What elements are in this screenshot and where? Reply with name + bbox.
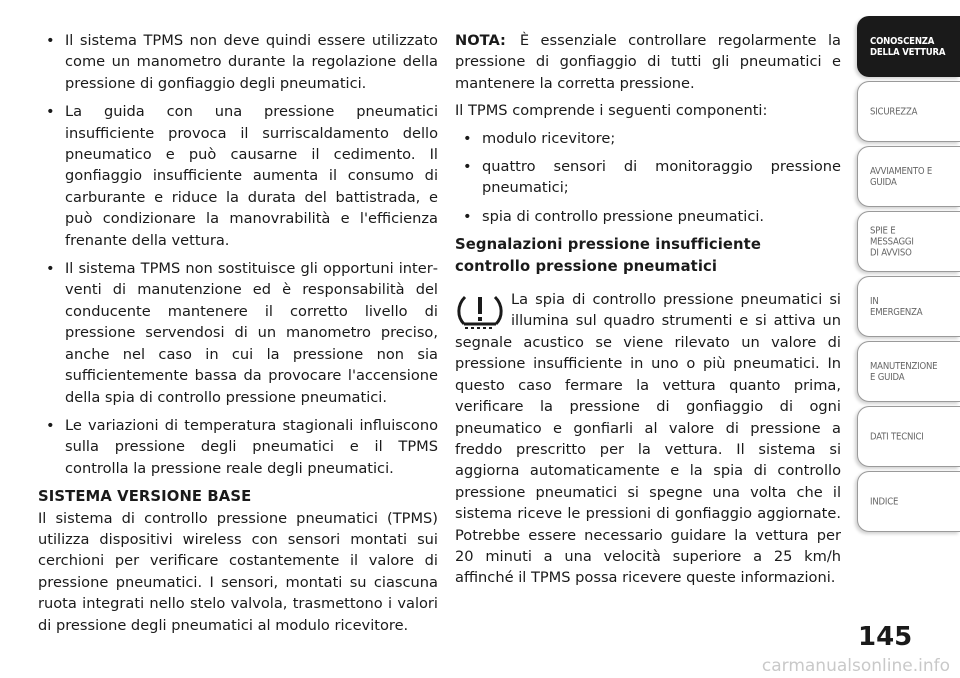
left-column	[38, 30, 438, 642]
list-item: • spia di controllo pressione pneumatici.	[463, 207, 765, 225]
tab-spie-e-messaggi[interactable]: SPIE E MESSAGGI DI AVVISO	[857, 211, 960, 272]
components-intro: Il TPMS comprende i seguenti componenti:	[455, 102, 768, 120]
list-item: • Le variazioni di temperatura stagionali influiscono sulla pressione degli pneumatici e il TPMS controlla la pressione reale degli pneumatici.	[46, 416, 438, 477]
tab-conoscenza-della-vettura[interactable]: CONOSCENZA DELLA VETTURA	[857, 16, 960, 77]
section-heading-warnings: Segnalazioni pressione insufficiente controllo pressione pneumatici	[455, 236, 761, 275]
right-column	[455, 30, 841, 589]
note-label: NOTA:	[455, 32, 506, 49]
warning-text: La spia di controllo pressione pneumatici si illumina sul quadro strumenti e si attiva un segnale acustico se viene rilevato un valore di pressione insufficiente in uno o più pneumatici. In questo caso fermare la vettura quanto prima, verificare la pressione di gonfiaggio di ogni pneumatico e gonfiarli al valore di pressione a freddo prescritto per la vettura. Il sistema si aggiorna automaticamente e la spia di controllo pressione pneumatici si spegne una volta che il sistema riceve le pressioni di gonfiaggio aggiornate. Potrebbe essere necessario guidare la vettura per 20 minuti a una velocità superiore a 25 km/h affinché il TPMS possa ricevere queste informazioni.	[455, 291, 841, 587]
note-text: È essenziale controllare regolarmente la pressione di gonfiaggio di tutti gli pneumatici e mantenere la corretta pressione.	[455, 32, 841, 92]
tpms-warning-icon	[455, 291, 505, 331]
tab-in-emergenza[interactable]: IN EMERGENZA	[857, 276, 960, 337]
list-item: • Il sistema TPMS non sostituisce gli opportuni interventi di manutenzione ed è responsabilità del conducente mantenere il corretto livello di pressione servendosi di un manometro preciso, anche nel caso in cui la pressione non sia sufficientemente bassa da provocare l'accensione della spia di controllo pressione pneumatici.	[46, 260, 438, 406]
warning-block	[455, 289, 841, 589]
section-heading-base-system: SISTEMA VERSIONE BASE	[38, 488, 252, 506]
list-item: • La guida con una pressione pneumatici insufficiente provoca il surriscaldamento dello pneumatico e può causarne il cedimento. Il gonfiaggio insufficiente aumenta il consumo di carburante e riduce la durata del battistrada, e può condizionare la manovrabilità e l'efficienza frenante della vettura.	[46, 103, 438, 249]
page-number: 145	[858, 622, 913, 652]
tab-manutenzione[interactable]: MANUTENZIONE E GUIDA	[857, 341, 960, 402]
tab-avviamento-e-guida[interactable]: AVVIAMENTO E GUIDA	[857, 146, 960, 207]
list-item: • Il sistema TPMS non deve quindi essere utilizzato come un manometro durante la regolazione della pressione di gonfiaggio degli pneumatici.	[46, 32, 438, 92]
chapter-tabs	[857, 16, 960, 536]
list-item: • modulo ricevitore;	[463, 129, 616, 147]
base-system-paragraph: Il sistema di controllo pressione pneumatici (TPMS) utilizza dispositivi wireless con sensori montati sui cerchioni per verificare costantemente il valore di pressione pneumatici. I sensori, montati su ciascuna ruota integrati nello stelo valvola, trasmettono i valori di pressione degli pneumatici al modulo ricevitore.	[38, 509, 438, 634]
tab-dati-tecnici[interactable]: DATI TECNICI	[857, 406, 960, 467]
note-paragraph	[455, 30, 841, 94]
tab-indice[interactable]: INDICE	[857, 471, 960, 532]
tab-sicurezza[interactable]: SICUREZZA	[857, 81, 960, 142]
watermark: carmanualsonline.info	[761, 656, 950, 676]
list-item: • quattro sensori di monitoraggio pressione pneumatici;	[463, 158, 841, 197]
